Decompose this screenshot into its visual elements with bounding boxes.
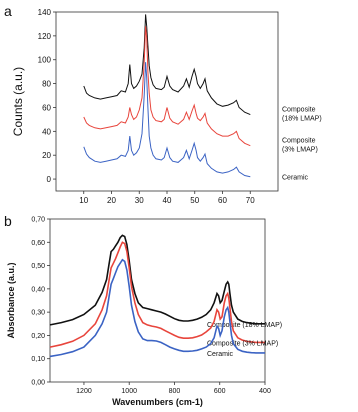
panel-label-b: b <box>4 213 12 229</box>
y-tick-label-a: 20 <box>42 151 51 161</box>
series-label-b-1: Composite (3% LMAP) <box>207 340 279 348</box>
y-tick-label-b: 0,30 <box>31 309 45 317</box>
y-tick-label-b: 0,40 <box>31 286 45 294</box>
x-tick-label-a: 30 <box>134 196 144 205</box>
y-tick-label-b: 0,70 <box>31 216 45 224</box>
plot-frame-a <box>56 12 278 191</box>
series-line-a-0 <box>84 14 251 114</box>
series-line-b-0 <box>50 235 265 325</box>
x-tick-label-a: 60 <box>218 196 227 205</box>
x-tick-label-b: 1000 <box>121 388 137 395</box>
y-tick-label-b: 0,10 <box>31 356 45 364</box>
y-tick-label-a: 140 <box>37 8 51 17</box>
series-label-a-1: Composite <box>282 137 316 145</box>
panel-b-chart <box>4 213 282 407</box>
x-tick-label-a: 40 <box>162 196 172 205</box>
x-tick-label-a: 70 <box>245 196 255 205</box>
y-tick-label-a: 120 <box>37 31 51 41</box>
series-label-a-1: (3% LMAP) <box>282 146 318 154</box>
x-tick-label-b: 1200 <box>76 388 92 395</box>
x-tick-label-b: 600 <box>213 388 226 395</box>
y-axis-label-a: Counts (a.u.) <box>11 66 25 137</box>
x-tick-label-b: 400 <box>259 388 271 395</box>
panel-label-a: a <box>4 3 12 19</box>
y-tick-label-a: 100 <box>37 55 51 65</box>
x-tick-label-a: 50 <box>190 196 200 205</box>
x-tick-label-b: 800 <box>168 388 181 395</box>
x-tick-label-a: 20 <box>107 196 116 205</box>
x-axis-label-b: Wavenumbers (cm-1) <box>112 397 203 407</box>
y-tick-label-b: 0,60 <box>31 239 45 247</box>
y-tick-label-a: 60 <box>42 103 51 113</box>
series-label-a-0: (18% LMAP) <box>282 115 322 123</box>
y-tick-label-b: 0,20 <box>31 332 45 340</box>
series-line-a-1 <box>84 26 251 145</box>
y-tick-label-a: 0 <box>46 175 51 185</box>
y-tick-label-b: 0,00 <box>31 379 45 387</box>
y-tick-label-a: 40 <box>42 127 51 137</box>
series-label-a-2: Ceramic <box>282 174 309 182</box>
series-label-b-0: Composite (18% LMAP) <box>207 321 283 329</box>
series-line-a-2 <box>84 62 251 177</box>
y-tick-label-b: 0,50 <box>31 263 45 271</box>
y-axis-label-b: Absorbance (a.u.) <box>6 262 16 339</box>
panel-a-chart <box>4 3 322 205</box>
y-tick-label-a: 80 <box>42 79 51 89</box>
series-label-a-0: Composite <box>282 106 316 114</box>
x-tick-label-a: 10 <box>79 196 89 205</box>
series-label-b-2: Ceramic <box>207 350 234 358</box>
series-line-b-1 <box>50 242 265 347</box>
